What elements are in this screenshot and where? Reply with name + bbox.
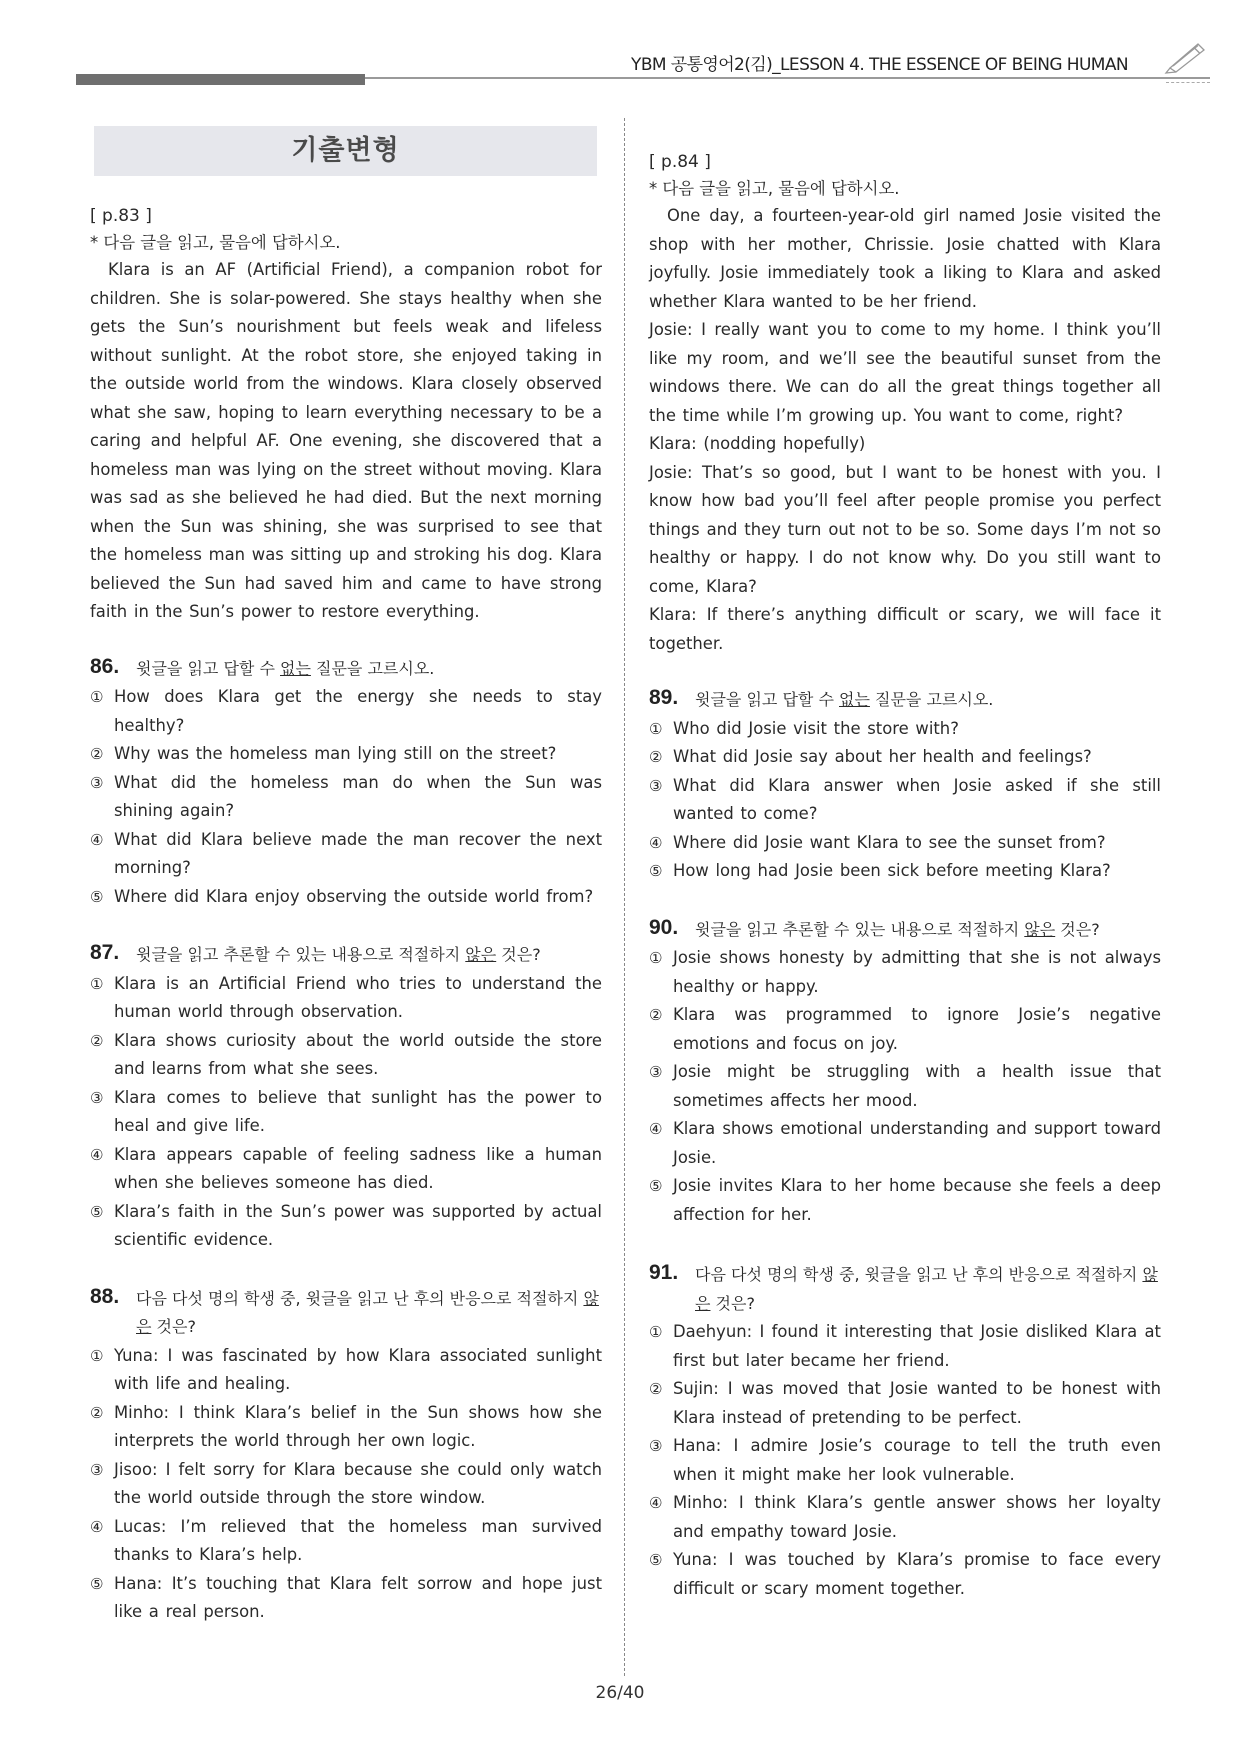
question-stem xyxy=(649,1261,1161,1318)
option-text: What did Klara answer when Josie asked if she still wanted to come? xyxy=(673,775,1161,823)
answer-option[interactable] xyxy=(649,1432,1161,1489)
header-rule xyxy=(365,77,1210,79)
question-number: 88. xyxy=(90,1284,120,1308)
page-ref: [ p.83 ] xyxy=(90,206,152,226)
answer-option[interactable] xyxy=(90,883,602,912)
question-number: 89. xyxy=(649,686,679,709)
stem-text: 윗글을 읽고 답할 수 xyxy=(136,658,280,678)
option-text: Klara appears capable of feeling sadness like a human when she believes someone has died. xyxy=(114,1144,602,1192)
pencil-icon xyxy=(1162,40,1208,74)
option-text: Yuna: I was fascinated by how Klara associated sunlight with life and healing. xyxy=(114,1345,602,1393)
answer-option[interactable] xyxy=(90,1399,602,1456)
option-text: Minho: I think Klara’s gentle answer shows her loyalty and empathy toward Josie. xyxy=(673,1493,1161,1541)
answer-option[interactable] xyxy=(649,1318,1161,1375)
answer-option[interactable] xyxy=(649,857,1161,886)
question-89 xyxy=(649,686,1161,886)
option-mark: ② xyxy=(649,748,663,766)
question-stem xyxy=(90,941,602,970)
answer-option[interactable] xyxy=(649,944,1161,1001)
answer-option[interactable] xyxy=(90,826,602,883)
stem-emphasis: 않은 xyxy=(465,945,497,964)
stem-text: 윗글을 읽고 답할 수 xyxy=(695,690,839,709)
option-text: Josie invites Klara to her home because she feels a deep affection for her. xyxy=(673,1176,1161,1224)
answer-option[interactable] xyxy=(90,1084,602,1141)
option-mark: ③ xyxy=(90,773,104,792)
answer-option[interactable] xyxy=(90,1141,602,1198)
option-text: Klara’s faith in the Sun’s power was supported by actual scientific evidence. xyxy=(114,1201,602,1249)
header-rule-accent xyxy=(76,74,365,85)
instruction: * 다음 글을 읽고, 물음에 답하시오. xyxy=(649,179,900,198)
option-text: Klara was programmed to ignore Josie’s negative emotions and focus on joy. xyxy=(673,1005,1161,1053)
option-text: Josie might be struggling with a health issue that sometimes affects her mood. xyxy=(673,1062,1161,1110)
option-mark: ② xyxy=(90,745,104,763)
reading-passage: Klara is an AF (Artificial Friend), a companion robot for children. She is solar-powered. She stays healthy when she gets the Sun’s nourishment but feels weak and lifeless without sunlight. At the robot store, she enjoyed taking in the outside world from the windows. Klara closely observed what she saw, hoping to learn everything necessary to be a caring and helpful AF. One evening, she discovered that a homeless man was lying on the street without moving. Klara was sad as she believed he had died. But the next morning when the Sun was shining, she was surprised to see that the homeless man was sitting up and stroking his dog. Klara believed the Sun had saved him and came to have strong faith in the Sun’s power to restore everything. xyxy=(90,260,602,621)
answer-option[interactable] xyxy=(90,1198,602,1255)
option-mark: ① xyxy=(90,688,104,706)
option-text: Klara shows emotional understanding and support toward Josie. xyxy=(673,1119,1161,1167)
stem-text: 질문을 고르시오. xyxy=(310,658,435,678)
option-text: How long had Josie been sick before meeting Klara? xyxy=(673,861,1111,880)
option-mark: ④ xyxy=(90,1145,104,1164)
option-text: What did Klara believe made the man recover the next morning? xyxy=(114,829,602,877)
option-text: Where did Josie want Klara to see the sunset from? xyxy=(673,832,1106,852)
question-86 xyxy=(90,655,602,912)
question-stem xyxy=(90,655,602,684)
right-column xyxy=(649,120,1161,1603)
option-mark: ④ xyxy=(90,1517,104,1536)
option-mark: ④ xyxy=(649,1120,663,1138)
question-number: 91. xyxy=(649,1261,679,1284)
option-text: Who did Josie visit the store with? xyxy=(673,718,959,738)
option-text: Yuna: I was touched by Klara’s promise to face every difficult or scary moment together. xyxy=(673,1550,1161,1598)
option-text: Where did Klara enjoy observing the outside world from? xyxy=(114,886,594,906)
option-text: Lucas: I’m relieved that the homeless man survived thanks to Klara’s help. xyxy=(114,1516,602,1564)
option-text: What did Josie say about her health and feelings? xyxy=(673,747,1092,766)
option-text: How does Klara get the energy she needs to stay healthy? xyxy=(114,687,602,735)
dialogue-line: Josie: I really want you to come to my home. I think you’ll like my room, and we’ll see the beautiful sunset from the windows there. We can do all the great things together all the time while I’m growing up. You want to come, right? xyxy=(649,320,1161,425)
question-stem xyxy=(649,686,1161,715)
reading-passage: One day, a fourteen-year-old girl named Josie visited the shop with her mother, Chrissie. Josie chatted with Klara joyfully. Josie immediately took a liking to Klara and asked whether Klara wanted to be her friend. xyxy=(649,206,1161,311)
stem-text: 윗글을 읽고 추론할 수 있는 내용으로 적절하지 xyxy=(695,919,1025,939)
answer-option[interactable] xyxy=(90,740,602,769)
answer-option[interactable] xyxy=(90,1513,602,1570)
option-mark: ③ xyxy=(649,776,663,795)
option-mark: ① xyxy=(90,1346,104,1365)
stem-text: 다음 다섯 명의 학생 중, 윗글을 읽고 난 후의 반응으로 적절하지 xyxy=(136,1288,584,1308)
answer-option[interactable] xyxy=(649,1546,1161,1603)
option-mark: ① xyxy=(649,949,663,967)
option-mark: ④ xyxy=(649,1494,663,1512)
stem-text: 다음 다섯 명의 학생 중, 윗글을 읽고 난 후의 반응으로 적절하지 xyxy=(695,1265,1143,1284)
option-text: What did the homeless man do when the Sun was shining again? xyxy=(114,772,602,820)
option-mark: ① xyxy=(649,719,663,738)
option-mark: ③ xyxy=(649,1437,663,1455)
question-stem xyxy=(649,916,1161,945)
option-text: Why was the homeless man lying still on the street? xyxy=(114,744,557,763)
option-mark: ④ xyxy=(649,833,663,852)
option-mark: ② xyxy=(90,1403,104,1422)
question-90 xyxy=(649,916,1161,1230)
section-banner: 기출변형 xyxy=(94,126,597,176)
answer-option[interactable] xyxy=(90,1570,602,1627)
option-text: Hana: It’s touching that Klara felt sorrow and hope just like a real person. xyxy=(114,1573,602,1621)
option-text: Sujin: I was moved that Josie wanted to be honest with Klara instead of pretending to be perfect. xyxy=(673,1379,1161,1427)
option-mark: ① xyxy=(649,1323,663,1341)
option-text: Hana: I admire Josie’s courage to tell the truth even when it might make her look vulnerable. xyxy=(673,1436,1161,1484)
page-ref: [ p.84 ] xyxy=(649,152,711,172)
answer-option[interactable] xyxy=(649,772,1161,829)
column-divider xyxy=(624,118,625,1676)
answer-option[interactable] xyxy=(649,1375,1161,1432)
stem-text: 윗글을 읽고 추론할 수 있는 내용으로 적절하지 xyxy=(136,945,466,964)
header-dotted-rule xyxy=(1166,82,1210,83)
stem-emphasis: 않은 xyxy=(136,1288,599,1336)
dialogue-line: Josie: That’s so good, but I want to be honest with you. I know how bad you’ll feel after people promise you perfect things and they turn out not to be so. Some days I’m not so healthy or happy. I do not know why. Do you still want to come, Klara? xyxy=(649,462,1161,596)
dialogue-line: Klara: (nodding hopefully) xyxy=(649,434,866,453)
option-mark: ⑤ xyxy=(649,1551,663,1569)
stem-text: 것은? xyxy=(496,945,541,964)
stem-emphasis: 없는 xyxy=(839,690,870,709)
question-91 xyxy=(649,1261,1161,1603)
stem-text: 것은? xyxy=(151,1317,196,1336)
option-mark: ⑤ xyxy=(90,1574,104,1593)
question-number: 86. xyxy=(90,654,120,678)
option-mark: ② xyxy=(649,1006,663,1024)
stem-text: 질문을 고르시오. xyxy=(869,690,994,709)
stem-text: 것은? xyxy=(710,1293,755,1313)
option-mark: ⑤ xyxy=(90,1202,104,1221)
option-text: Klara comes to believe that sunlight has the power to heal and give life. xyxy=(114,1087,602,1135)
option-mark: ③ xyxy=(90,1088,104,1107)
option-text: Klara shows curiosity about the world outside the store and learns from what she sees. xyxy=(114,1030,602,1078)
answer-option[interactable] xyxy=(90,769,602,826)
option-mark: ② xyxy=(649,1380,663,1398)
stem-emphasis: 없는 xyxy=(280,658,311,678)
answer-option[interactable] xyxy=(649,1058,1161,1115)
answer-option[interactable] xyxy=(90,1456,602,1513)
answer-option[interactable] xyxy=(649,1001,1161,1058)
question-88 xyxy=(90,1285,602,1627)
answer-option[interactable] xyxy=(649,1115,1161,1172)
answer-option[interactable] xyxy=(649,743,1161,772)
question-87 xyxy=(90,941,602,1255)
answer-option[interactable] xyxy=(649,1489,1161,1546)
answer-option[interactable] xyxy=(649,829,1161,858)
option-text: Klara is an Artificial Friend who tries to understand the human world through observation. xyxy=(114,973,602,1021)
question-number: 87. xyxy=(90,941,120,964)
option-mark: ⑤ xyxy=(649,862,663,880)
answer-option[interactable] xyxy=(649,715,1161,744)
option-mark: ③ xyxy=(649,1063,663,1081)
instruction: * 다음 글을 읽고, 물음에 답하시오. xyxy=(90,233,341,252)
option-mark: ③ xyxy=(90,1460,104,1479)
option-text: Minho: I think Klara’s belief in the Sun shows how she interprets the world through her own logic. xyxy=(114,1402,602,1450)
option-text: Daehyun: I found it interesting that Josie disliked Klara at first but later became her friend. xyxy=(673,1322,1161,1370)
question-number: 90. xyxy=(649,915,679,939)
stem-emphasis: 않은 xyxy=(1024,919,1056,939)
answer-option[interactable] xyxy=(649,1172,1161,1229)
dialogue-line: Klara: If there’s anything difficult or scary, we will face it together. xyxy=(649,605,1161,653)
option-text: Jisoo: I felt sorry for Klara because she could only watch the world outside through the store window. xyxy=(114,1459,602,1507)
option-mark: ④ xyxy=(90,830,104,849)
stem-text: 것은? xyxy=(1055,919,1100,939)
left-column xyxy=(90,126,602,1627)
answer-option[interactable] xyxy=(90,1027,602,1084)
header-title: YBM 공통영어2(김)_LESSON 4. THE ESSENCE OF BEING HUMAN xyxy=(631,55,1128,75)
option-mark: ① xyxy=(90,974,104,993)
question-stem xyxy=(90,1285,602,1342)
option-text: Josie shows honesty by admitting that she is not always healthy or happy. xyxy=(673,948,1161,996)
option-mark: ⑤ xyxy=(90,887,104,906)
answer-option[interactable] xyxy=(90,1342,602,1399)
page-number: 26/40 xyxy=(595,1683,645,1703)
answer-option[interactable] xyxy=(90,683,602,740)
answer-option[interactable] xyxy=(90,970,602,1027)
option-mark: ⑤ xyxy=(649,1177,663,1195)
stem-emphasis: 않은 xyxy=(695,1265,1158,1313)
option-mark: ② xyxy=(90,1031,104,1050)
